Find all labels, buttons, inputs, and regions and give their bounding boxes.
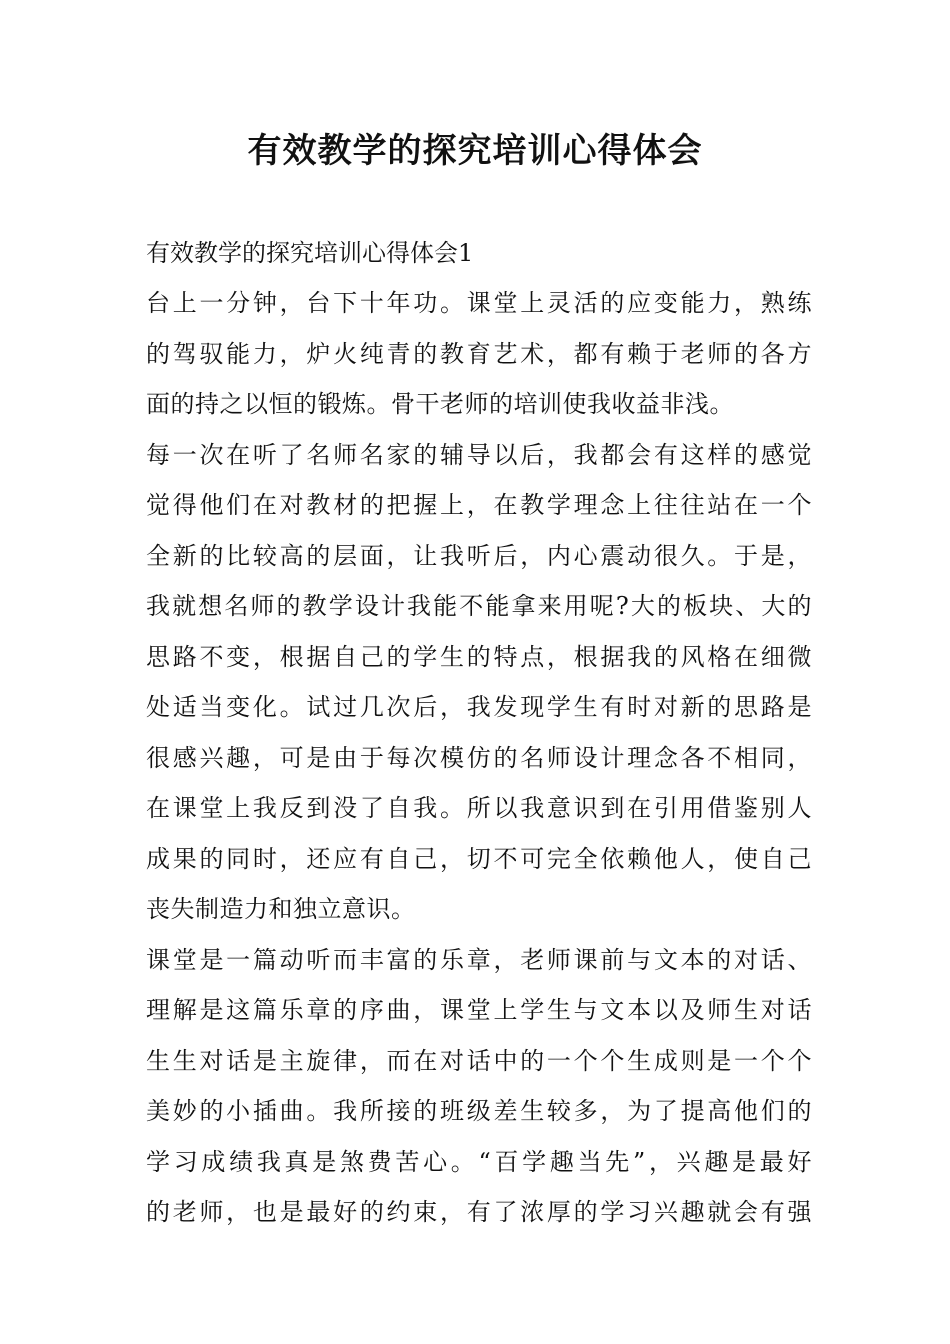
document-title: 有效教学的探究培训心得体会	[247, 131, 703, 171]
text-line: 成果的同时，还应有自己，切不可完全依赖他人，使自己	[146, 844, 812, 873]
text-line: 每一次在听了名师名家的辅导以后，我都会有这样的感觉	[146, 440, 812, 469]
text-line: 很感兴趣，可是由于每次模仿的名师设计理念各不相同，	[146, 743, 812, 772]
text-line: 在课堂上我反到没了自我。所以我意识到在引用借鉴别人	[146, 794, 812, 822]
text-line: 美妙的小插曲。我所接的班级差生较多，为了提高他们的	[146, 1097, 812, 1125]
text-line: 我就想名师的教学设计我能不能拿来用呢?大的板块、大的	[146, 592, 812, 620]
text-line: 理解是这篇乐章的序曲，课堂上学生与文本以及师生对话	[146, 996, 812, 1024]
text-line: 丧失制造力和独立意识。	[146, 895, 416, 923]
text-line: 的老师，也是最好的约束，有了浓厚的学习兴趣就会有强	[146, 1198, 812, 1226]
text-line: 面的持之以恒的锻炼。骨干老师的培训使我收益非浅。	[146, 390, 734, 418]
text-line: 思路不变，根据自己的学生的特点，根据我的风格在细微	[146, 642, 812, 671]
text-line: 生生对话是主旋律，而在对话中的一个个生成则是一个个	[146, 1046, 812, 1075]
text-line: 学习成绩我真是煞费苦心。“百学趣当先”，兴趣是最好	[146, 1147, 812, 1176]
document-body	[146, 228, 812, 1238]
text-line: 处适当变化。试过几次后，我发现学生有时对新的思路是	[146, 693, 812, 721]
text-line: 课堂是一篇动听而丰富的乐章，老师课前与文本的对话、	[146, 945, 812, 974]
text-line: 的驾驭能力，炉火纯青的教育艺术，都有赖于老师的各方	[146, 339, 812, 368]
body-text	[146, 278, 812, 1238]
text-line: 台上一分钟，台下十年功。课堂上灵活的应变能力，熟练	[146, 289, 812, 317]
text-line: 全新的比较高的层面，让我听后，内心震动很久。于是，	[146, 541, 812, 570]
section-heading: 有效教学的探究培训心得体会1	[146, 239, 474, 267]
text-line: 觉得他们在对教材的把握上，在教学理念上往往站在一个	[146, 491, 812, 519]
